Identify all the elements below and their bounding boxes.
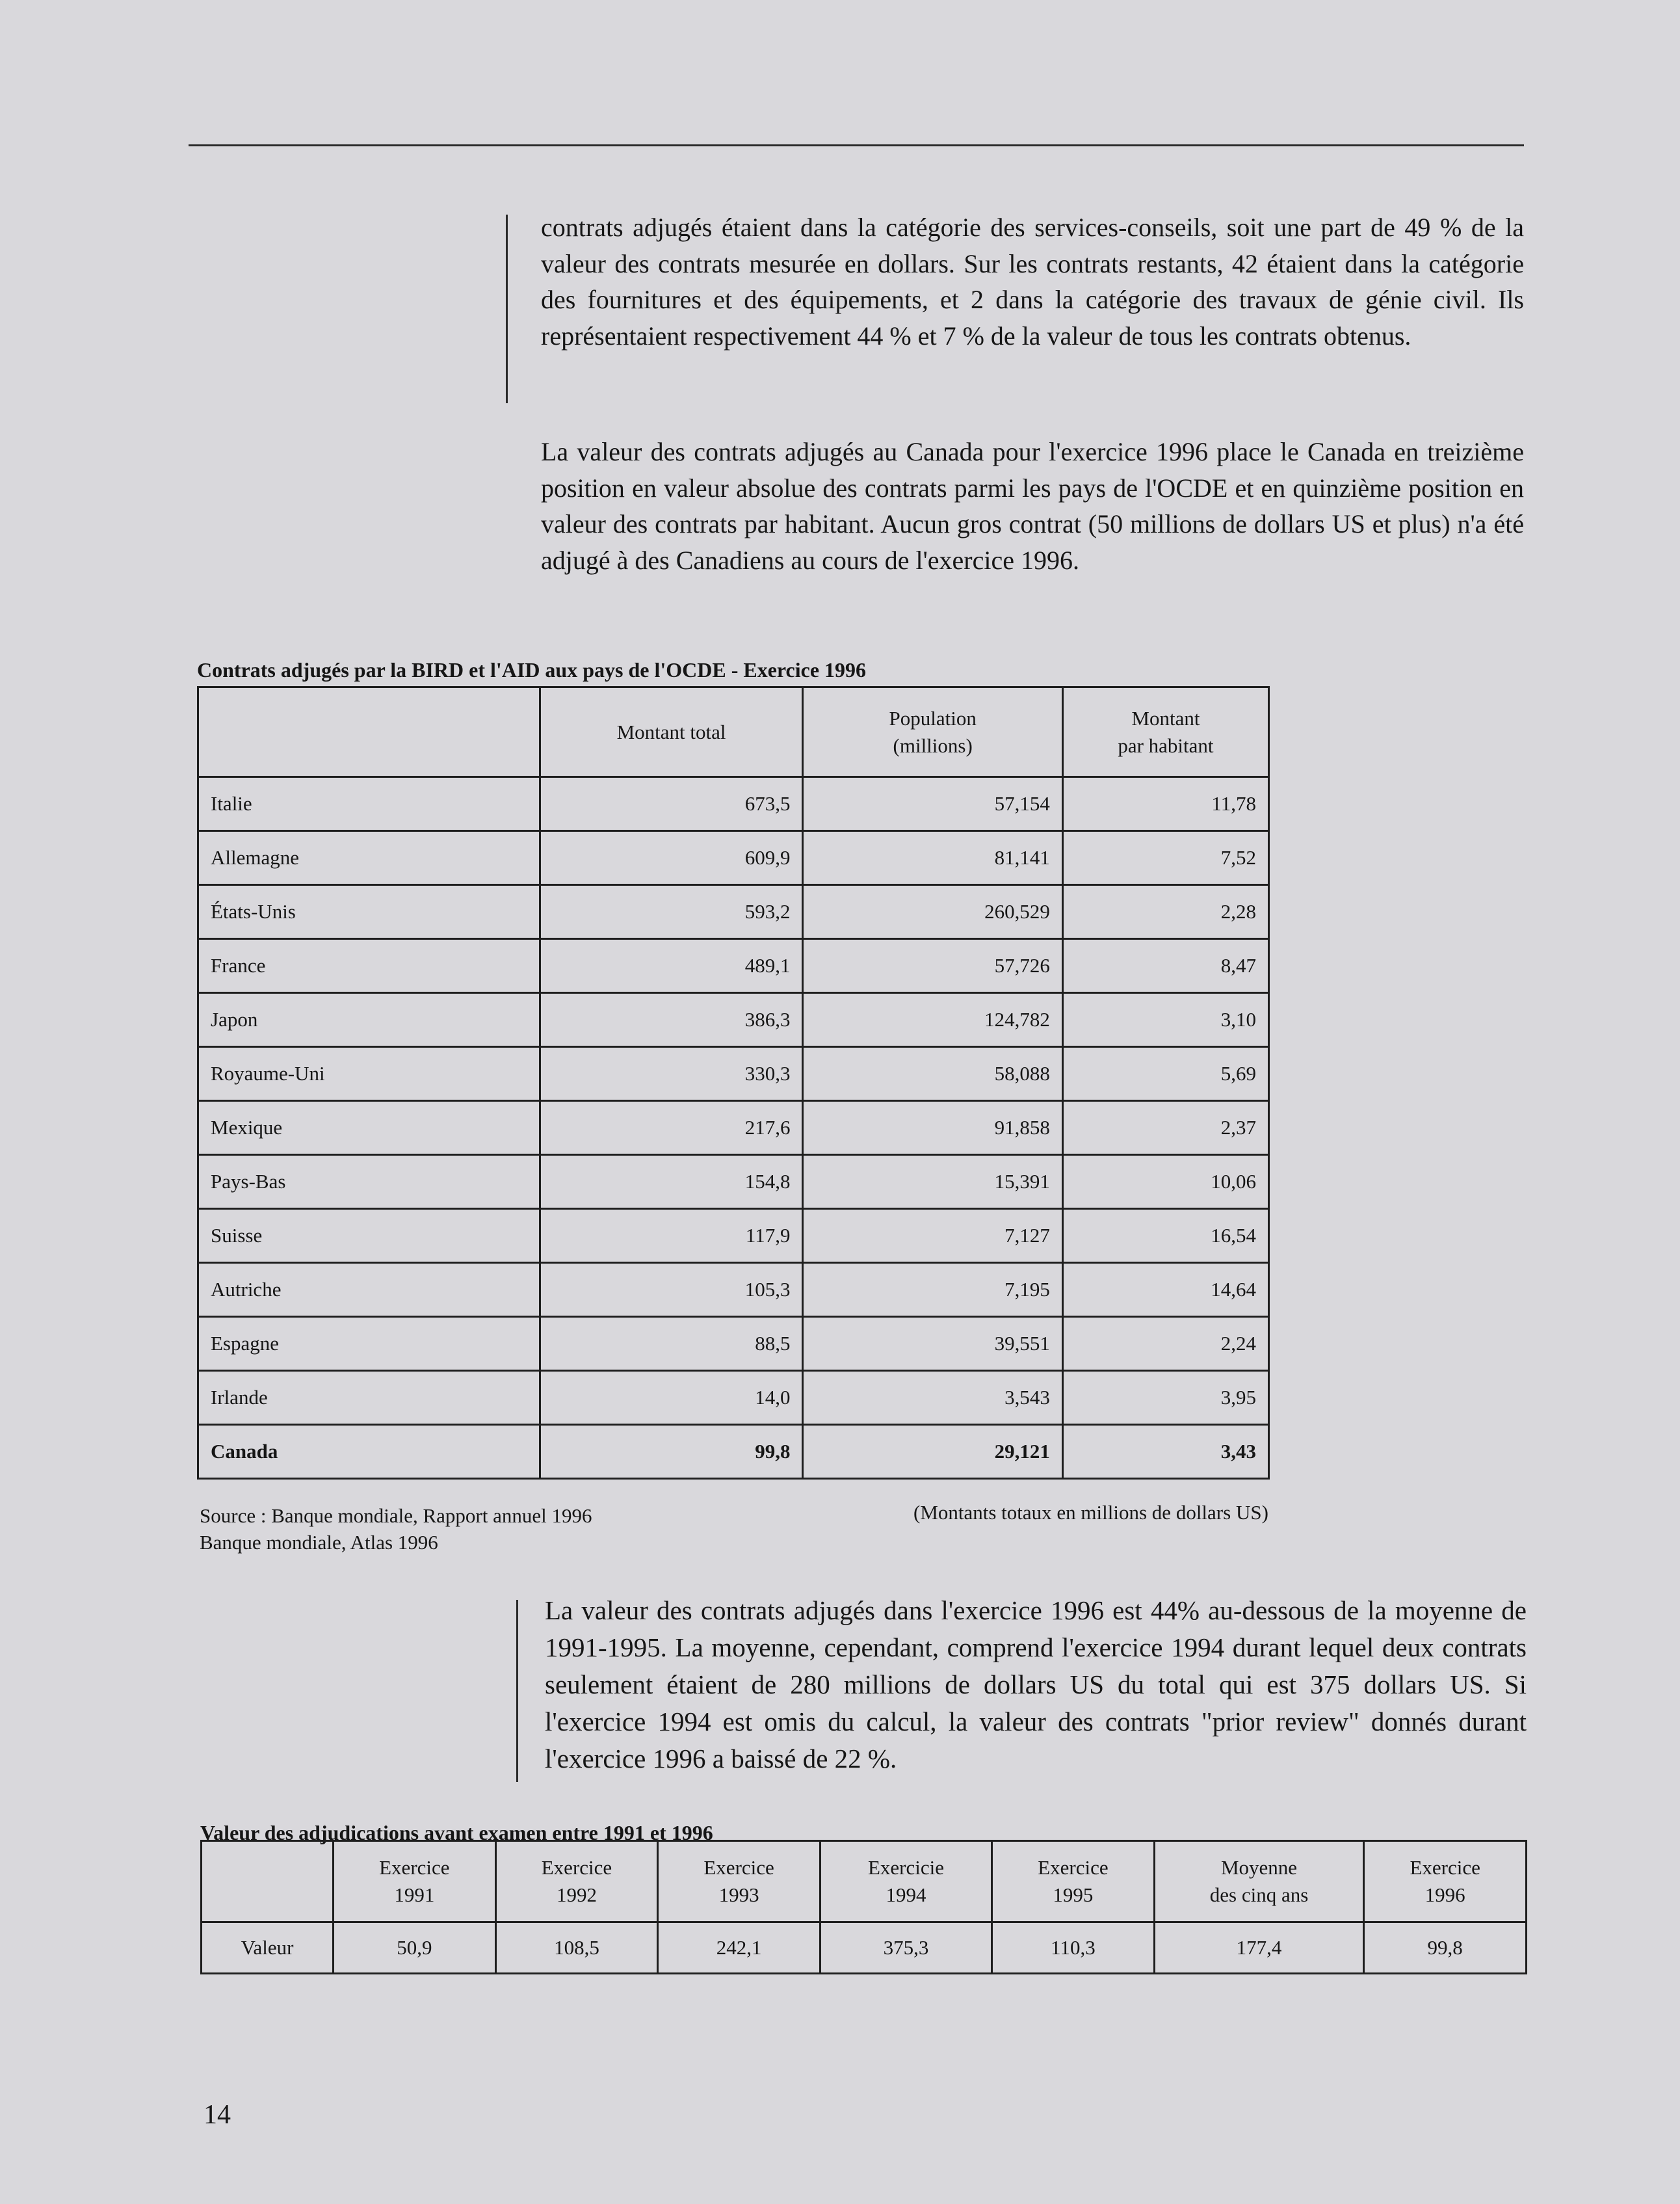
prior-review-table <box>200 1840 1527 1974</box>
country-cell: Pays-Bas <box>198 1155 540 1209</box>
column-header <box>1062 687 1268 777</box>
margin-bar <box>516 1600 518 1782</box>
column-header <box>540 687 803 777</box>
header-line: par habitant <box>1118 734 1214 757</box>
value-cell: 57,154 <box>803 777 1062 831</box>
header-line: Exercice <box>703 1856 774 1879</box>
header-line: 1995 <box>1053 1883 1094 1906</box>
value-cell: 110,3 <box>992 1922 1155 1974</box>
value-cell: 8,47 <box>1062 939 1268 993</box>
country-cell: Mexique <box>198 1101 540 1155</box>
value-cell: 7,195 <box>803 1263 1062 1317</box>
table-row <box>202 1922 1527 1974</box>
value-cell: 117,9 <box>540 1209 803 1263</box>
header-line: Exercice <box>379 1856 450 1879</box>
table-header-row <box>198 687 1269 777</box>
page-number: 14 <box>203 2100 231 2130</box>
header-line: Exercice <box>541 1856 612 1879</box>
value-cell: 16,54 <box>1062 1209 1268 1263</box>
header-line: 1996 <box>1424 1883 1465 1906</box>
column-header <box>803 687 1062 777</box>
units-note: (Montants totaux en millions de dollars US) <box>913 1501 1268 1524</box>
country-cell: Japon <box>198 993 540 1047</box>
country-cell: Royaume-Uni <box>198 1047 540 1101</box>
value-cell: 154,8 <box>540 1155 803 1209</box>
table-row <box>198 1101 1269 1155</box>
value-cell: 124,782 <box>803 993 1062 1047</box>
header-line: Exercice <box>1038 1856 1109 1879</box>
column-header <box>198 687 540 777</box>
value-cell: 242,1 <box>658 1922 820 1974</box>
value-cell: 673,5 <box>540 777 803 831</box>
country-cell: Canada <box>198 1425 540 1479</box>
source-note: Banque mondiale, Atlas 1996 <box>200 1531 438 1554</box>
value-cell: 3,43 <box>1062 1425 1268 1479</box>
value-cell: 3,10 <box>1062 993 1268 1047</box>
value-cell: 58,088 <box>803 1047 1062 1101</box>
value-cell: 91,858 <box>803 1101 1062 1155</box>
table-row <box>198 831 1269 885</box>
value-cell: 10,06 <box>1062 1155 1268 1209</box>
value-cell: 39,551 <box>803 1317 1062 1371</box>
table-header-row <box>202 1841 1527 1922</box>
value-cell: 105,3 <box>540 1263 803 1317</box>
header-line: 1994 <box>886 1883 926 1906</box>
value-cell: 2,28 <box>1062 885 1268 939</box>
table-row <box>198 885 1269 939</box>
country-cell: Italie <box>198 777 540 831</box>
margin-bar <box>506 215 508 403</box>
value-cell: 88,5 <box>540 1317 803 1371</box>
column-header <box>992 1841 1155 1922</box>
value-cell: 177,4 <box>1154 1922 1364 1974</box>
body-paragraph: La valeur des contrats adjugés au Canada pour l'exercice 1996 place le Canada en treizième position en valeur absolue des contrats parmi les pays de l'OCDE et en quinzième position en valeur des contrats par habitant. Aucun gros contrat (50 millions de dollars US et plus) n'a été adjugé à des Canadiens au cours de l'exercice 1996. <box>541 437 1524 575</box>
table-row <box>198 939 1269 993</box>
value-cell: 15,391 <box>803 1155 1062 1209</box>
value-cell: 99,8 <box>540 1425 803 1479</box>
value-cell: 29,121 <box>803 1425 1062 1479</box>
column-header <box>1364 1841 1527 1922</box>
header-line: 1992 <box>556 1883 597 1906</box>
value-cell: 11,78 <box>1062 777 1268 831</box>
value-cell: 260,529 <box>803 885 1062 939</box>
header-rule <box>189 144 1524 146</box>
source-note: Source : Banque mondiale, Rapport annuel 1996 <box>200 1504 592 1527</box>
column-header <box>334 1841 496 1922</box>
value-cell: 57,726 <box>803 939 1062 993</box>
column-header <box>495 1841 658 1922</box>
country-cell: Autriche <box>198 1263 540 1317</box>
value-cell: 108,5 <box>495 1922 658 1974</box>
value-cell: 14,0 <box>540 1371 803 1425</box>
table-row <box>198 1155 1269 1209</box>
column-header <box>202 1841 334 1922</box>
header-line: Exercice <box>1410 1856 1480 1879</box>
header-line: 1993 <box>718 1883 759 1906</box>
header-line: Exercicie <box>867 1856 945 1879</box>
row-label: Valeur <box>202 1922 334 1974</box>
value-cell: 7,52 <box>1062 831 1268 885</box>
value-cell: 3,95 <box>1062 1371 1268 1425</box>
column-header <box>658 1841 820 1922</box>
value-cell: 14,64 <box>1062 1263 1268 1317</box>
table-row <box>198 993 1269 1047</box>
value-cell: 3,543 <box>803 1371 1062 1425</box>
value-cell: 386,3 <box>540 993 803 1047</box>
table-row <box>198 777 1269 831</box>
table-row <box>198 1425 1269 1479</box>
table-row <box>198 1317 1269 1371</box>
country-cell: France <box>198 939 540 993</box>
header-line: Moyenne <box>1220 1856 1298 1879</box>
body-paragraph: La valeur des contrats adjugés dans l'exercice 1996 est 44% au-dessous de la moyenne de 1991-1995. La moyenne, cependant, comprend l'exercice 1994 durant lequel deux contrats seulement étaient de 280 millions de dollars US du total qui est 375 dollars US. Si l'exercice 1994 est omis du calcul, la valeur des contrats "prior review" donnés durant l'exercice 1996 a baissé de 22 %. <box>545 1595 1527 1773</box>
header-line: Montant <box>1131 706 1200 730</box>
value-cell: 489,1 <box>540 939 803 993</box>
country-cell: Irlande <box>198 1371 540 1425</box>
table-row <box>198 1263 1269 1317</box>
header-line: 1991 <box>394 1883 435 1906</box>
value-cell: 609,9 <box>540 831 803 885</box>
header-line: Population <box>889 706 977 730</box>
value-cell: 375,3 <box>820 1922 991 1974</box>
column-header <box>820 1841 991 1922</box>
header-line: des cinq ans <box>1209 1883 1309 1906</box>
table-row <box>198 1209 1269 1263</box>
value-cell: 81,141 <box>803 831 1062 885</box>
value-cell: 2,24 <box>1062 1317 1268 1371</box>
header-line: (millions) <box>893 734 973 757</box>
country-cell: Espagne <box>198 1317 540 1371</box>
table-row <box>198 1047 1269 1101</box>
column-header <box>1154 1841 1364 1922</box>
value-cell: 99,8 <box>1364 1922 1527 1974</box>
country-cell: Suisse <box>198 1209 540 1263</box>
header-line: Montant total <box>616 720 726 743</box>
table-row <box>198 1371 1269 1425</box>
value-cell: 330,3 <box>540 1047 803 1101</box>
country-cell: Allemagne <box>198 831 540 885</box>
value-cell: 593,2 <box>540 885 803 939</box>
value-cell: 5,69 <box>1062 1047 1268 1101</box>
value-cell: 2,37 <box>1062 1101 1268 1155</box>
value-cell: 7,127 <box>803 1209 1062 1263</box>
value-cell: 50,9 <box>334 1922 496 1974</box>
table-title: Contrats adjugés par la BIRD et l'AID aux pays de l'OCDE - Exercice 1996 <box>197 658 867 682</box>
table-title: Valeur des adjudications avant examen entre 1991 et 1996 <box>200 1821 713 1844</box>
country-cell: États-Unis <box>198 885 540 939</box>
value-cell: 217,6 <box>540 1101 803 1155</box>
contracts-table <box>197 686 1270 1480</box>
body-paragraph: contrats adjugés étaient dans la catégorie des services-conseils, soit une part de 49 % de la valeur des contrats mesurée en dollars. Sur les contrats restants, 42 étaient dans la catégorie des fournitures et des équipements, et 2 dans la catégorie des travaux de génie civil. Ils représentaient respectivement 44 % et 7 % de la valeur de tous les contrats obtenus. <box>541 213 1524 351</box>
